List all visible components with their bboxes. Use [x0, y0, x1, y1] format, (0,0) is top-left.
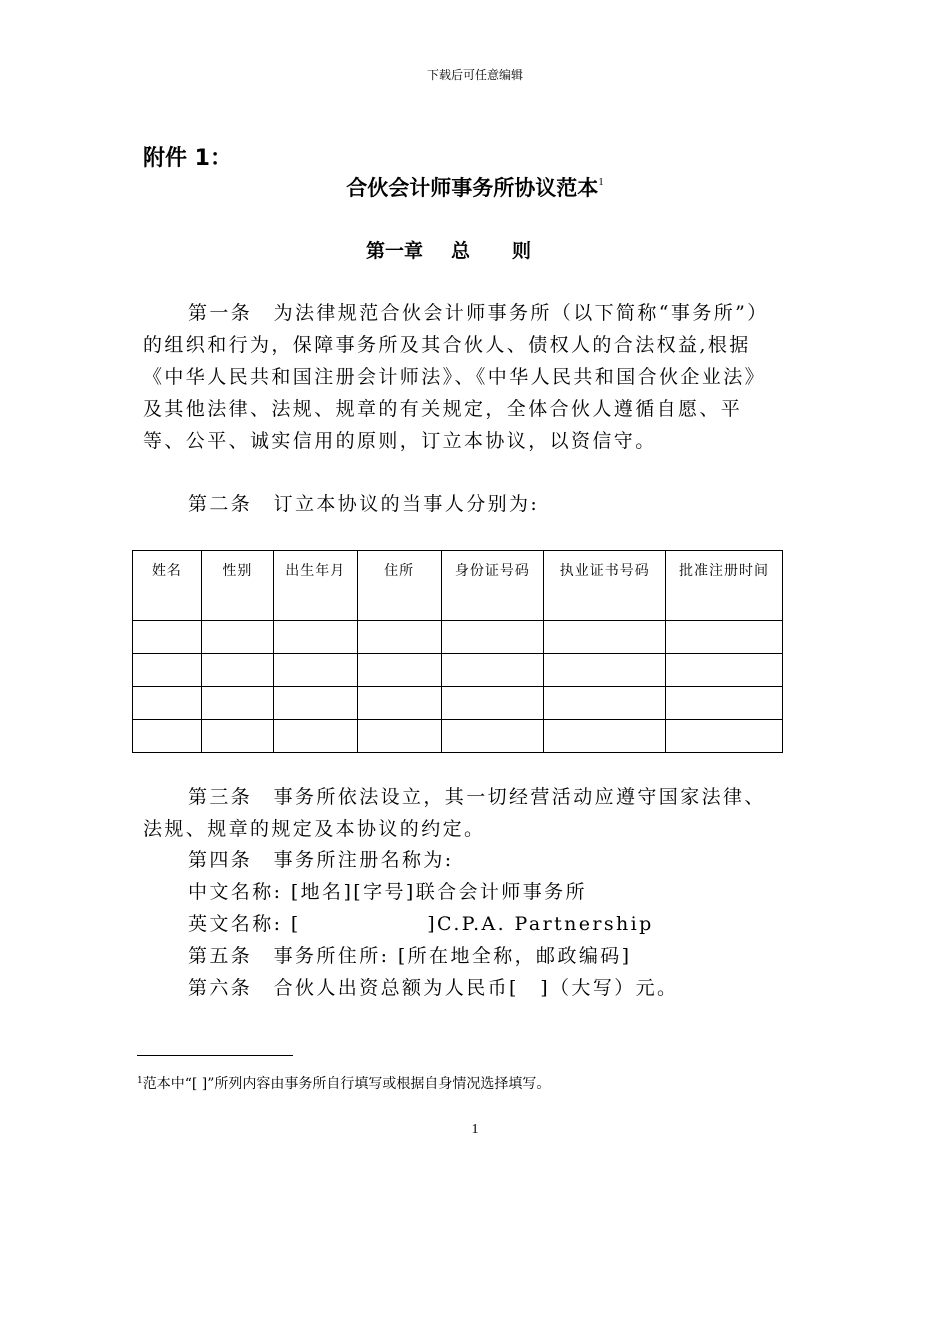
- chapter-word-2: 则: [512, 240, 532, 262]
- document-title: [0, 172, 950, 202]
- table-cell[interactable]: [273, 621, 357, 654]
- article-1: 第一条 为法律规范合伙会计师事务所（以下简称“事务所”）的组织和行为，保障事务所及其合伙人、债权人的合法权益,根据《中华人民共和国注册会计师法》、《中华人民共和国合伙企业法》及其他法律、法规、规章的有关规定，全体合伙人遵循自愿、平等、公平、诚实信用的原则，订立本协议，以资信守。: [143, 302, 769, 452]
- table-cell[interactable]: [357, 687, 441, 720]
- table-cell[interactable]: [441, 621, 544, 654]
- table-cell[interactable]: [133, 720, 202, 753]
- table-cell[interactable]: [201, 720, 273, 753]
- table-cell[interactable]: [357, 621, 441, 654]
- english-name-line: 英文名称: [ ]C.P.A. Partnership: [188, 913, 654, 935]
- table-cell[interactable]: [201, 687, 273, 720]
- table-cell[interactable]: [133, 687, 202, 720]
- table-cell[interactable]: [666, 687, 783, 720]
- table-header-cell: 执业证书号码: [544, 551, 666, 621]
- table-cell[interactable]: [441, 687, 544, 720]
- footnote: [137, 1073, 550, 1093]
- table-cell[interactable]: [666, 621, 783, 654]
- table-cell[interactable]: [357, 654, 441, 687]
- table-cell[interactable]: [544, 720, 666, 753]
- table-cell[interactable]: [544, 621, 666, 654]
- table-cell[interactable]: [133, 654, 202, 687]
- table-cell[interactable]: [544, 654, 666, 687]
- table-header-cell: 批准注册时间: [666, 551, 783, 621]
- footnote-text: 范本中“[ ]”所列内容由事务所自行填写或根据自身情况选择填写。: [142, 1076, 551, 1092]
- table-cell[interactable]: [133, 621, 202, 654]
- page-header-note: 下载后可任意编辑: [426, 68, 523, 82]
- table-cell[interactable]: [441, 654, 544, 687]
- table-cell[interactable]: [201, 621, 273, 654]
- table-cell[interactable]: [357, 720, 441, 753]
- document-title-text: 合伙会计师事务所协议范本: [346, 176, 599, 200]
- table-cell[interactable]: [273, 687, 357, 720]
- table-cell[interactable]: [666, 720, 783, 753]
- page-number: 1: [471, 1122, 479, 1137]
- article-2: 第二条 订立本协议的当事人分别为:: [188, 493, 540, 515]
- article-5: 第五条 事务所住所: [所在地全称，邮政编码]: [188, 945, 632, 967]
- table-cell[interactable]: [273, 654, 357, 687]
- title-footnote-ref[interactable]: 1: [598, 176, 604, 188]
- table-row: [133, 720, 783, 753]
- article-3: 第三条 事务所依法设立，其一切经营活动应遵守国家法律、法规、规章的规定及本协议的约定。: [143, 786, 766, 840]
- table-header-row: [133, 551, 783, 621]
- footnote-ref: 1: [137, 1076, 143, 1086]
- footnote-separator: [137, 1055, 293, 1056]
- attachment-label: 附件 1：: [143, 146, 232, 171]
- table-cell[interactable]: [201, 654, 273, 687]
- table-cell[interactable]: [441, 720, 544, 753]
- table-cell[interactable]: [666, 654, 783, 687]
- chapter-heading: [366, 236, 531, 263]
- chapter-number: 第一章: [366, 240, 424, 262]
- table-header-cell: 住所: [357, 551, 441, 621]
- parties-table: [132, 550, 783, 753]
- table-row: [133, 654, 783, 687]
- table-header-cell: 出生年月: [273, 551, 357, 621]
- table-header-cell: 身份证号码: [441, 551, 544, 621]
- chapter-word-1: 总: [451, 240, 471, 262]
- table-row: [133, 687, 783, 720]
- chinese-name-line: 中文名称: [地名][字号]联合会计师事务所: [188, 881, 587, 903]
- table-cell[interactable]: [273, 720, 357, 753]
- article-6: 第六条 合伙人出资总额为人民币[ ]（大写）元。: [188, 977, 679, 999]
- table-row: [133, 621, 783, 654]
- table-header-cell: 性别: [201, 551, 273, 621]
- article-4: 第四条 事务所注册名称为:: [188, 849, 454, 871]
- table-header-cell: 姓名: [133, 551, 202, 621]
- table-cell[interactable]: [544, 687, 666, 720]
